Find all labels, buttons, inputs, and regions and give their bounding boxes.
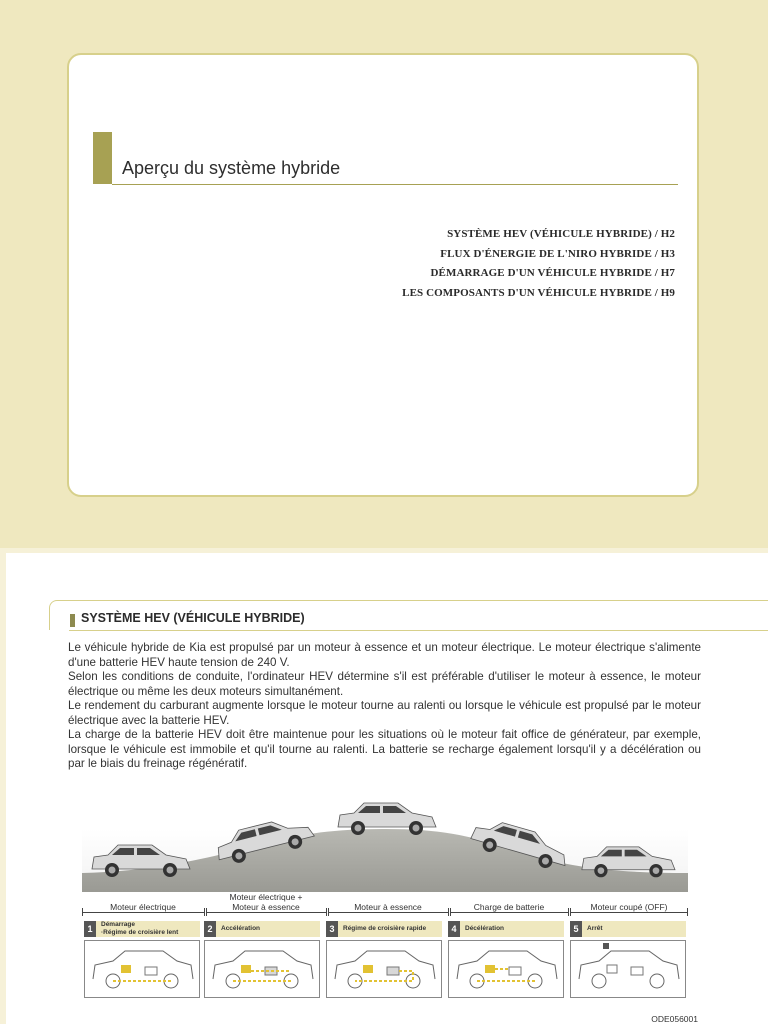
car-outline-icon	[327, 941, 441, 997]
chapter-title: Aperçu du système hybride	[122, 158, 341, 178]
toc-item[interactable]: SYSTÈME HEV (VÉHICULE HYBRIDE) / H2	[447, 228, 675, 240]
step-1	[84, 921, 200, 937]
paragraph: Le véhicule hybride de Kia est propulsé par un moteur à essence et un moteur électrique. Le moteur électrique s'alimente d'une batterie HEV haute tension de 240 V.	[68, 641, 701, 669]
title-accent-bar	[93, 132, 112, 184]
step-4	[448, 921, 564, 937]
figure-reference-code: ODE056001	[651, 1014, 698, 1024]
paragraph: Le rendement du carburant augmente lorsque le moteur tourne au ralenti ou lorsque le véhicule est propulsé par le moteur électrique avec la batterie HEV.	[68, 699, 701, 727]
phase-labels	[6, 799, 768, 912]
step-label: Accélération	[221, 925, 261, 932]
step-label	[101, 921, 178, 936]
paragraph: Selon les conditions de conduite, l'ordinateur HEV détermine s'il est préférable d'utiliser le moteur à essence, le moteur électrique ou même les deux moteurs simultanément.	[68, 670, 701, 698]
energy-flow-panel	[84, 940, 200, 998]
section-header	[49, 600, 768, 630]
title-rule	[112, 184, 678, 185]
toc-card	[67, 53, 699, 497]
phase-tick	[448, 908, 449, 916]
step-label: Régime de croisière rapide	[343, 925, 427, 932]
toc-item[interactable]: LES COMPOSANTS D'UN VÉHICULE HYBRIDE / H9	[402, 286, 675, 299]
phase-line	[328, 912, 448, 913]
energy-flow-panel	[448, 940, 564, 998]
phase-label: Moteur coupé (OFF)	[580, 903, 678, 912]
section-rule	[69, 630, 768, 631]
phase-line	[206, 912, 326, 913]
phase-label: Charge de batterie	[462, 903, 556, 912]
step-label: Décélération	[465, 925, 505, 932]
step-3	[326, 921, 442, 937]
step-number: 2	[204, 921, 216, 937]
phase-label: Moteur à essence	[340, 903, 436, 912]
content-page	[6, 553, 768, 1024]
section-title: SYSTÈME HEV (VÉHICULE HYBRIDE)	[81, 611, 305, 625]
hybrid-driving-diagram	[6, 799, 768, 1024]
car-outline-icon	[449, 941, 563, 997]
toc-list	[402, 225, 675, 303]
phase-label: Moteur électrique +	[214, 893, 318, 902]
phase-line	[450, 912, 568, 913]
phase-tick	[326, 908, 327, 916]
car-outline-icon	[85, 941, 199, 997]
phase-line	[570, 912, 688, 913]
phase-tick	[204, 908, 205, 916]
section-body	[68, 641, 701, 772]
step-number: 4	[448, 921, 460, 937]
phase-label: Moteur électrique	[90, 903, 196, 912]
phase-tick	[568, 908, 569, 916]
paragraph: La charge de la batterie HEV doit être maintenue pour les situations où le moteur fait office de générateur, par exemple, lorsque le véhicule est immobile et qu'il tourne au ralenti. La batterie se recharge également lorsqu'il y a décélération ou par le biais du freinage régénératif.	[68, 728, 701, 770]
toc-item[interactable]: DÉMARRAGE D'UN VÉHICULE HYBRIDE / H7	[430, 267, 675, 279]
energy-flow-panel	[204, 940, 320, 998]
step-number: 5	[570, 921, 582, 937]
toc-item[interactable]: FLUX D'ÉNERGIE DE L'NIRO HYBRIDE / H3	[440, 247, 675, 260]
step-label: Arrêt	[587, 925, 603, 932]
phase-tick	[687, 908, 688, 916]
energy-flow-panel	[326, 940, 442, 998]
phase-label: Moteur à essence	[214, 903, 318, 912]
step-number: 1	[84, 921, 96, 937]
step-number: 3	[326, 921, 338, 937]
car-outline-icon	[571, 941, 685, 997]
phase-line	[82, 912, 204, 913]
step-5	[570, 921, 686, 937]
energy-flow-panel	[570, 940, 686, 998]
step-label-line: Démarrage	[101, 921, 135, 928]
section-marker	[70, 614, 75, 627]
step-label-line: ·Régime de croisière lent	[101, 928, 179, 936]
car-outline-icon	[205, 941, 319, 997]
step-2	[204, 921, 320, 937]
